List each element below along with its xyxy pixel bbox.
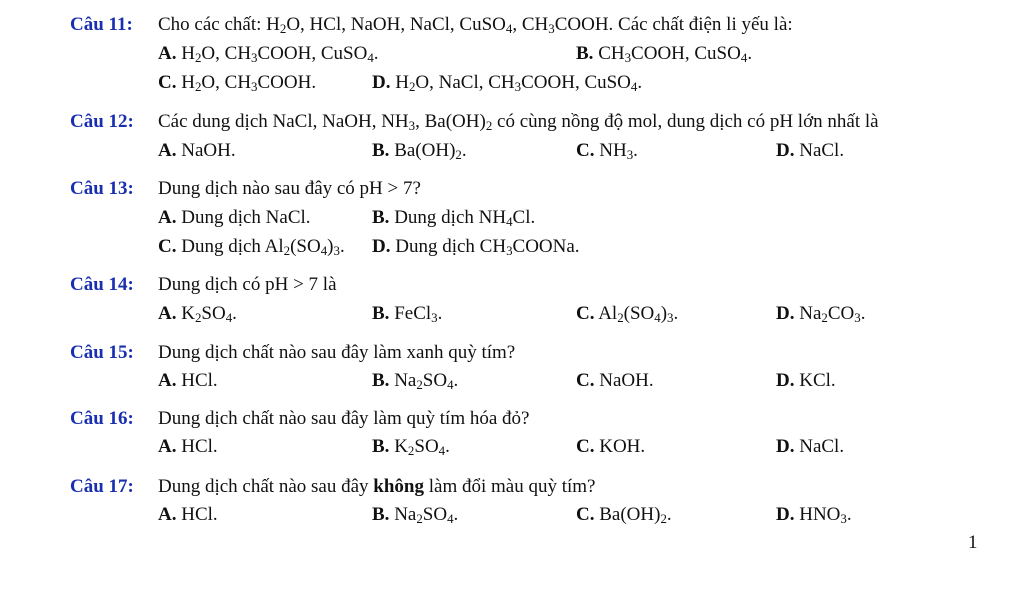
option-a[interactable] <box>158 207 311 229</box>
option-a[interactable] <box>158 436 218 458</box>
option-letter: C. <box>576 436 595 457</box>
option-a[interactable] <box>158 303 237 325</box>
option-c[interactable] <box>158 72 316 94</box>
option-letter: B. <box>576 43 594 64</box>
option-letter: D. <box>776 436 795 457</box>
option-text: Dung dịch $Al_2(SO_4)_3$. <box>181 236 345 259</box>
question-stem: Dung dịch chất nào sau đây làm quỳ tím hóa đỏ? <box>158 408 530 429</box>
option-a[interactable] <box>158 504 218 526</box>
option-letter: B. <box>372 436 390 457</box>
option-letter: B. <box>372 140 390 161</box>
option-text: $H_2O$, $CH_3COOH$, CuSO$_4$. <box>181 43 379 66</box>
option-c[interactable] <box>576 140 638 162</box>
option-b[interactable] <box>372 436 450 458</box>
option-text: $HNO_3$. <box>799 504 852 527</box>
option-letter: B. <box>372 370 390 391</box>
option-d[interactable] <box>372 72 642 94</box>
option-text: $K_2SO_4$. <box>394 436 450 459</box>
option-letter: D. <box>776 370 795 391</box>
option-letter: A. <box>158 370 177 391</box>
option-letter: A. <box>158 436 177 457</box>
option-text: $Na_2CO_3$. <box>799 303 866 326</box>
option-c[interactable] <box>576 370 654 392</box>
option-letter: C. <box>576 140 595 161</box>
option-text: $NH_3$. <box>599 140 638 163</box>
option-a[interactable] <box>158 370 218 392</box>
option-text: FeCl$_3$. <box>394 303 443 326</box>
option-text: NaCl. <box>799 140 845 161</box>
option-d[interactable] <box>776 504 852 526</box>
question-stem: Dung dịch có pH > 7 là <box>158 274 337 295</box>
option-b[interactable] <box>576 43 752 65</box>
option-text: Dung dịch NaCl. <box>181 207 311 228</box>
option-c[interactable] <box>576 303 678 325</box>
option-letter: D. <box>372 236 391 257</box>
question-stem: Các dung dịch NaCl, NaOH, $NH_3$, $Ba(OH)_2$ có cùng nồng độ mol, dung dịch có pH lớn nhất là <box>158 111 879 134</box>
option-text: $H_2O$, $CH_3COOH$. <box>181 72 317 95</box>
option-text: $Al_2(SO_4)_3$. <box>598 303 679 326</box>
question-stem: Cho các chất: $H_2O$, HCl, NaOH, NaCl, CuSO$_4$, $CH_3COOH$. Các chất điện li yếu là: <box>158 14 793 37</box>
question-label: Câu 11: <box>70 14 133 35</box>
option-text: KOH. <box>599 436 646 457</box>
option-text: KCl. <box>799 370 836 391</box>
question-stem: Dung dịch chất nào sau đây không làm đổi màu quỳ tím? <box>158 476 596 497</box>
option-b[interactable] <box>372 140 467 162</box>
option-text: Dung dịch $NH_4Cl$. <box>394 207 536 230</box>
option-letter: A. <box>158 207 177 228</box>
option-a[interactable] <box>158 140 236 162</box>
option-text: $CH_3COOH$, CuSO$_4$. <box>598 43 753 66</box>
option-text: NaCl. <box>799 436 845 457</box>
option-text: $Ba(OH)_2$. <box>599 504 672 527</box>
option-text: HCl. <box>181 370 218 391</box>
option-letter: C. <box>158 72 177 93</box>
option-b[interactable] <box>372 303 442 325</box>
option-letter: D. <box>776 303 795 324</box>
option-letter: A. <box>158 43 177 64</box>
option-letter: A. <box>158 303 177 324</box>
option-text: $H_2O$, NaCl, $CH_3COOH$, CuSO$_4$. <box>395 72 643 95</box>
option-text: HCl. <box>181 504 218 525</box>
option-d[interactable] <box>372 236 580 258</box>
option-letter: B. <box>372 504 390 525</box>
question-label: Câu 17: <box>70 476 134 497</box>
option-letter: C. <box>576 303 595 324</box>
question-label: Câu 13: <box>70 178 134 199</box>
option-c[interactable] <box>576 504 672 526</box>
option-letter: D. <box>776 504 795 525</box>
option-letter: B. <box>372 207 390 228</box>
page-number: 1 <box>968 532 978 553</box>
option-b[interactable] <box>372 504 458 526</box>
question-label: Câu 12: <box>70 111 134 132</box>
option-d[interactable] <box>776 303 865 325</box>
option-b[interactable] <box>372 370 458 392</box>
option-b[interactable] <box>372 207 535 229</box>
option-text: $Ba(OH)_2$. <box>394 140 467 163</box>
option-letter: C. <box>158 236 177 257</box>
option-text: NaOH. <box>599 370 654 391</box>
option-d[interactable] <box>776 436 844 458</box>
option-d[interactable] <box>776 370 836 392</box>
option-d[interactable] <box>776 140 844 162</box>
option-letter: D. <box>372 72 391 93</box>
option-a[interactable] <box>158 43 379 65</box>
option-letter: C. <box>576 504 595 525</box>
option-text: NaOH. <box>181 140 236 161</box>
option-text: $K_2SO_4$. <box>181 303 237 326</box>
option-text: HCl. <box>181 436 218 457</box>
question-label: Câu 15: <box>70 342 134 363</box>
question-stem: Dung dịch nào sau đây có pH > 7? <box>158 178 421 199</box>
question-stem: Dung dịch chất nào sau đây làm xanh quỳ tím? <box>158 342 516 363</box>
option-letter: D. <box>776 140 795 161</box>
option-letter: A. <box>158 504 177 525</box>
option-text: $Na_2SO_4$. <box>394 370 459 393</box>
option-text: $Na_2SO_4$. <box>394 504 459 527</box>
option-letter: B. <box>372 303 390 324</box>
option-text: Dung dịch $CH_3COONa$. <box>395 236 580 259</box>
question-label: Câu 16: <box>70 408 134 429</box>
question-label: Câu 14: <box>70 274 134 295</box>
option-c[interactable] <box>576 436 645 458</box>
option-c[interactable] <box>158 236 345 258</box>
option-letter: C. <box>576 370 595 391</box>
option-letter: A. <box>158 140 177 161</box>
